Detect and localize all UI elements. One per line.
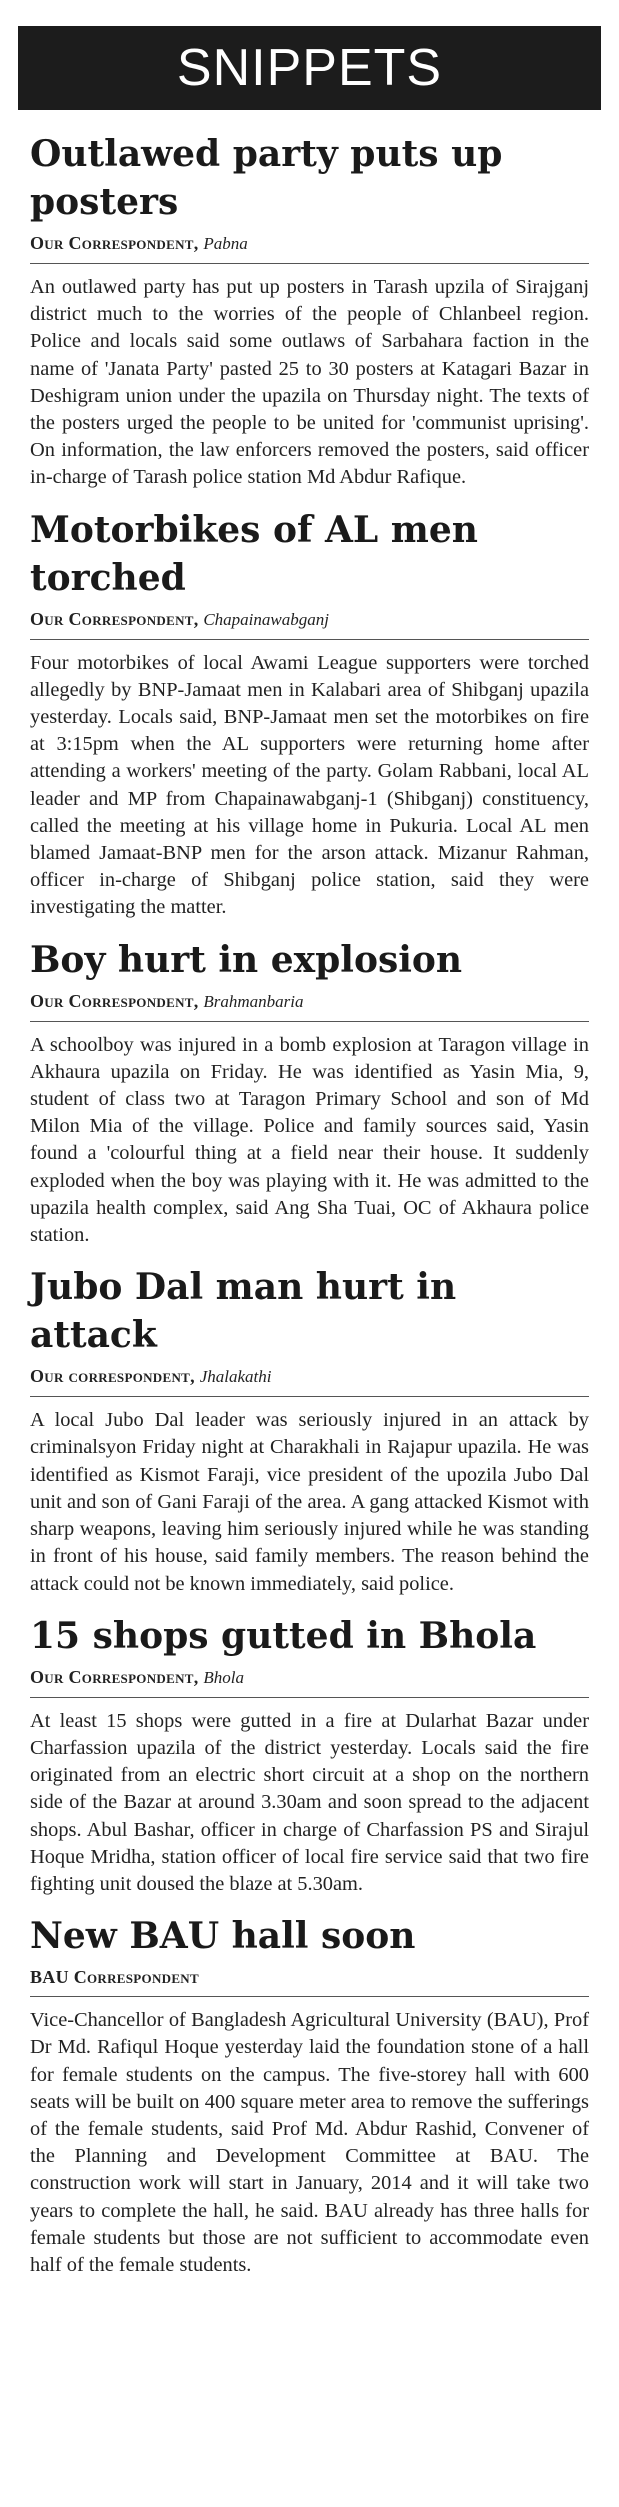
story-bau-hall: [30, 1912, 589, 2279]
divider: [30, 1996, 589, 1997]
divider: [30, 1396, 589, 1397]
byline-place: Chapainawabganj: [203, 609, 329, 629]
byline: [30, 1962, 589, 1992]
byline-author: Our Correspondent,: [30, 233, 199, 253]
byline-author: Our Correspondent,: [30, 1666, 199, 1687]
headline: New BAU hall soon: [30, 1915, 416, 1958]
byline-place: Jhalakathi: [199, 1367, 272, 1387]
article-body: A schoolboy was injured in a bomb explosion at Taragon village in Akhaura upazila on Friday. He was identified as Yasin Mia, 9, student of class two at Taragon Primary School and son of Md Milon Mia of the village. Police and family sources said, Yasin found a 'colourful thing at a field near their house. It suddenly exploded when the boy was playing with it. He was admitted to the upazila health complex, said Ang Sha Tuai, OC of Akhaura police station.: [30, 1033, 589, 1247]
story-jubo-dal: [30, 1263, 589, 1597]
byline: [30, 1662, 589, 1693]
headline: Jubo Dal man hurt in attack: [30, 1266, 457, 1357]
story-explosion: [30, 936, 589, 1250]
divider: [30, 639, 589, 640]
article-body: At least 15 shops were gutted in a fire at Dularhat Bazar under Charfassion upazila of the district yesterday. Locals said the fire originated from an electric short circuit at a shop on the northern side of the Bazar at around 3.30am and soon spread to the adjacent shops. Abul Bashar, officer in charge of Charfassion PS and Sirajul Hoque Mridha, station officer of local fire service said that two fire fighting unit doused the blaze at 5.30am.: [30, 1709, 589, 1895]
story-motorbikes: [30, 506, 589, 922]
byline-author: Our Correspondent,: [30, 990, 199, 1011]
article-body: A local Jubo Dal leader was seriously injured in an attack by criminalsyon Friday night at Charakhali in Rajapur upazila. He was identified as Kismot Faraji, vice president of the upozila Jubo Dal unit and son of Gani Faraji of the area. A gang attacked Kismot with sharp weapons, leaving him seriously injured while he was standing in front of his house, said family members. The reason behind the attack could not be known immediately, said police.: [30, 1409, 589, 1595]
section-banner: SNIPPETS: [18, 26, 601, 110]
byline-place: Bhola: [203, 1667, 244, 1687]
byline: [30, 228, 589, 259]
byline: [30, 986, 589, 1017]
story-posters: [30, 130, 589, 492]
byline-author: Our Correspondent,: [30, 608, 199, 629]
article-body: Vice-Chancellor of Bangladesh Agricultural University (BAU), Prof Dr Md. Rafiqul Hoque yesterday laid the foundation stone of a hall for female students on the campus. The five-storey hall with 600 seats will be built on 400 square meter area to remove the sufferings of the female students, said Prof Md. Abdur Rashid, Convener of the Planning and Development Committee at BAU. The construction work will start in January, 2014 and it will take two years to complete the hall, he said. BAU already has three halls for female students but those are not sufficient to accommodate even half of the female students.: [30, 2009, 589, 2276]
headline: Boy hurt in explosion: [30, 938, 463, 981]
headline: Motorbikes of AL men torched: [30, 508, 478, 599]
byline-place: Pabna: [203, 234, 248, 253]
byline: [30, 1361, 589, 1392]
headline: 15 shops gutted in Bhola: [30, 1614, 537, 1657]
story-bhola-fire: [30, 1612, 589, 1898]
byline-author: Our correspondent,: [30, 1366, 195, 1387]
divider: [30, 1021, 589, 1022]
byline-author: BAU Correspondent: [30, 1967, 199, 1988]
byline: [30, 604, 589, 635]
article-body: Four motorbikes of local Awami League supporters were torched allegedly by BNP-Jamaat men in Kalabari area of Shibganj upazila yesterday. Locals said, BNP-Jamaat men set the motorbikes on fire at 3:15pm when the AL supporters were returning home after attending a workers' meeting of the party. Golam Rabbani, local AL leader and MP from Chapainawabganj-1 (Shibganj) constituency, called the meeting at his village home in Pukuria. Local AL men blamed Jamaat-BNP men for the arson attack. Mizanur Rahman, officer in-charge of Shibganj police station, said they were investigating the matter.: [30, 651, 589, 919]
article-body: An outlawed party has put up posters in Tarash upzila of Sirajganj district much to the worries of the people of Chlanbeel region. Police and locals said some outlaws of Sarbahara faction in the name of 'Janata Party' pasted 25 to 30 posters at Katagari Bazar in Deshigram union under the upazila on Thursday night. The texts of the posters urged the people to be united for 'communist uprising'. On information, the law enforcers removed the posters, said officer in-charge of Tarash police station Md Abdur Rafique.: [30, 276, 589, 489]
divider: [30, 1697, 589, 1698]
divider: [30, 263, 589, 264]
byline-place: Brahmanbaria: [203, 991, 304, 1011]
headline: Outlawed party puts up posters: [30, 133, 503, 223]
